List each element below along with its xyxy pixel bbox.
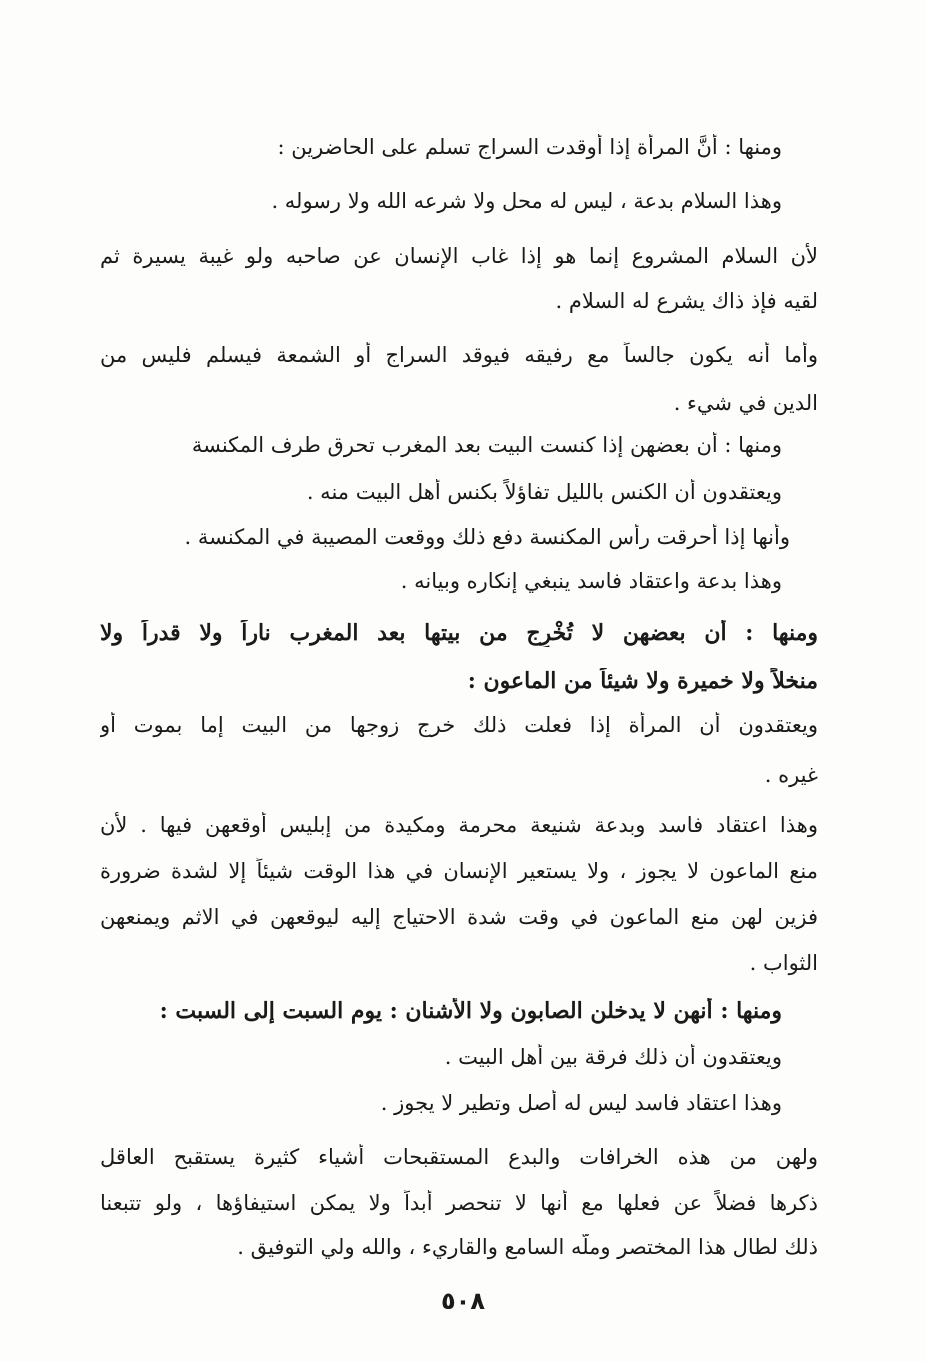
text-line-14: غيره . <box>764 763 818 787</box>
text-line-17: فزين لهن منع الماعون في وقت شدة الاحتياج إليه ليوقعهن في الاثم ويمنعهن <box>100 905 818 929</box>
text-line-11: ومنها : أن بعضهن لا تُخْرِج من بيتها بعد المغرب ناراً ولا قدراً ولا <box>100 620 818 646</box>
text-line-4: لقيه فإذ ذاك يشرع له السلام . <box>555 289 818 313</box>
text-line-8: ويعتقدون أن الكنس بالليل تفاؤلاً بكنس أهل البيت منه . <box>306 480 782 504</box>
text-line-18: الثواب . <box>749 951 818 975</box>
text-line-5: وأما أنه يكون جالساً مع رفيقه فيوقد السراج أو الشمعة فيسلم فليس من <box>100 343 818 367</box>
text-line-10: وهذا بدعة واعتقاد فاسد ينبغي إنكاره وبيانه . <box>400 569 782 593</box>
text-line-1: ومنها : أنَّ المرأة إذا أوقدت السراج تسلم على الحاضرين : <box>277 135 782 159</box>
text-line-6: الدين في شيء . <box>673 391 818 415</box>
text-line-24: ذلك لطال هذا المختصر وملّه السامع والقاريء ، والله ولي التوفيق . <box>237 1235 818 1259</box>
text-line-13: ويعتقدون أن المرأة إذا فعلت ذلك خرج زوجها من البيت إما بموت أو <box>100 713 818 737</box>
text-line-15: وهذا اعتقاد فاسد وبدعة شنيعة محرمة ومكيدة من إبليس أوقعهن فيها . لأن <box>100 813 818 837</box>
text-line-20: ويعتقدون أن ذلك فرقة بين أهل البيت . <box>444 1045 782 1069</box>
text-line-16: منع الماعون لا يجوز ، ولا يستعير الإنسان في هذا الوقت شيئاً إلا لشدة ضرورة <box>100 859 818 883</box>
text-line-2: وهذا السلام بدعة ، ليس له محل ولا شرعه الله ولا رسوله . <box>271 189 782 213</box>
text-line-9: وأنها إذا أحرقت رأس المكنسة دفع ذلك ووقعت المصيبة في المكنسة . <box>184 525 790 549</box>
page-number: ٥٠٨ <box>441 1287 485 1315</box>
text-line-22: ولهن من هذه الخرافات والبدع المستقبحات أشياء كثيرة يستقبح العاقل <box>100 1145 818 1169</box>
text-line-23: ذكرها فضلاً عن فعلها مع أنها لا تنحصر أبداً ولا يمكن استيفاؤها ، ولو تتبعنا <box>100 1191 818 1215</box>
text-line-19: ومنها : أنهن لا يدخلن الصابون ولا الأشنان : يوم السبت إلى السبت : <box>159 998 782 1024</box>
text-line-12: منخلاً ولا خميرة ولا شيئاً من الماعون : <box>467 668 818 694</box>
text-line-3: لأن السلام المشروع إنما هو إذا غاب الإنسان عن صاحبه ولو غيبة يسيرة ثم <box>100 244 818 268</box>
text-line-21: وهذا اعتقاد فاسد ليس له أصل وتطير لا يجوز . <box>380 1091 782 1115</box>
text-line-7: ومنها : أن بعضهن إذا كنست البيت بعد المغرب تحرق طرف المكنسة <box>191 433 782 457</box>
